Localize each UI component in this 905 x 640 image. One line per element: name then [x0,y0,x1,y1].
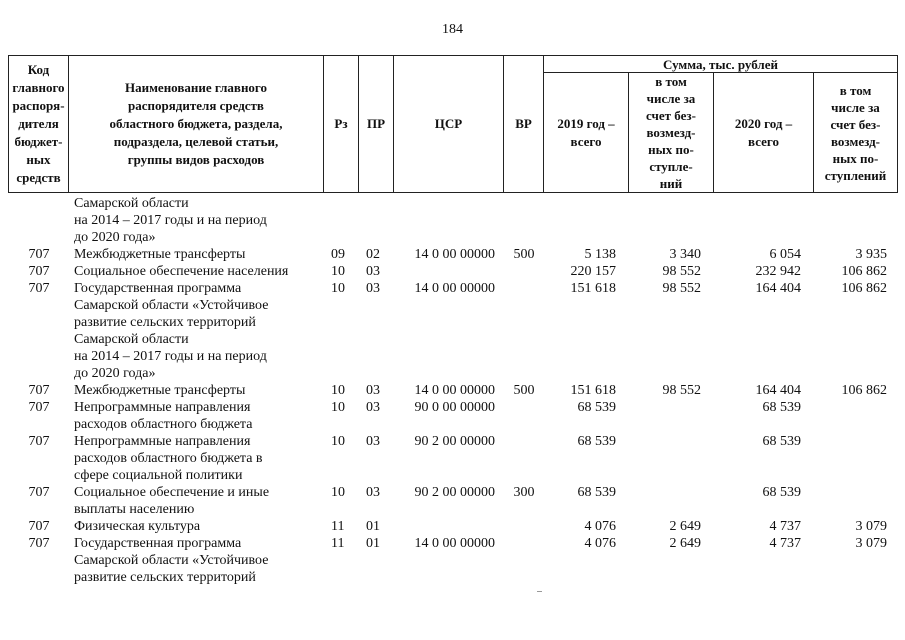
cell-rz [323,195,358,246]
cell-name-line: Самарской области «Устойчивое [74,298,269,313]
cell-pr: 02 [366,247,380,262]
cell-rz: 10 [331,264,345,279]
cell-vr [503,263,543,280]
cell-2019-total: 151 618 [570,383,616,398]
cell-name-line: Физическая культура [74,519,201,534]
cell-2019-incl: 2 649 [669,536,701,551]
header-pr: ПР [359,56,394,193]
table-row [8,280,897,382]
cell-2020-incl [813,195,897,246]
cell-2020-incl [813,399,897,433]
cell-pr: 01 [366,536,380,551]
cell-code: 707 [28,519,50,534]
cell-vr [503,399,543,433]
cell-csr: 90 2 00 00000 [414,485,495,500]
cell-rz: 10 [331,400,345,415]
header-rz: Рз [324,56,359,193]
table-row [8,195,897,246]
cell-code: 707 [28,400,50,415]
cell-name-line: сфере социальной политики [74,468,243,483]
cell-pr: 03 [366,264,380,279]
cell-name-line: развитие сельских территорий [74,570,256,585]
cell-csr: 14 0 00 00000 [414,281,495,296]
cell-name-line: расходов областного бюджета в [74,451,263,466]
cell-name-line: Непрограммные направления [74,434,251,449]
cell-name-line: Государственная программа [74,536,242,551]
cell-2019-incl: 98 552 [662,264,701,279]
cell-pr: 03 [366,434,380,449]
header-2020-total: 2020 год – всего [714,73,814,193]
cell-2019-total: 4 076 [584,519,616,534]
cell-pr: 03 [366,383,380,398]
cell-2020-total: 68 539 [762,485,801,500]
cell-2020-incl [813,433,897,484]
cell-rz: 10 [331,485,345,500]
cell-csr: 14 0 00 00000 [414,247,495,262]
cell-2019-total: 4 076 [584,536,616,551]
cell-2019-total: 68 539 [577,485,616,500]
cell-name [68,382,323,399]
table-row [8,518,897,535]
cell-pr: 01 [366,519,380,534]
table-row [8,433,897,484]
cell-code [8,195,68,246]
page-number: 184 [442,22,463,37]
cell-name-line: Межбюджетные трансферты [74,247,246,262]
cell-name [68,518,323,535]
cell-rz: 09 [331,247,345,262]
cell-2020-incl [813,484,897,518]
cell-2020-total: 68 539 [762,400,801,415]
cell-pr: 03 [366,281,380,296]
cell-2020-total [713,195,813,246]
table-row [8,484,897,518]
header-code: Код главного распоря- дителя бюджет- ных средств [9,56,69,193]
cell-name [68,433,323,484]
cell-2019-total: 220 157 [570,264,616,279]
cell-csr [393,195,503,246]
cell-rz: 10 [331,281,345,296]
cell-name-line: расходов областного бюджета [74,417,253,432]
cell-2019-incl: 3 340 [669,247,701,262]
cell-2019-total [543,195,628,246]
cell-name-line: на 2014 – 2017 годы и на период [74,349,267,364]
header-name: Наименование главного распорядителя средств областного бюджета, раздела, подраздела, целевой статьи, группы видов расходов [69,56,324,193]
header-2019-incl: в том числе за счет без- возмезд- ных по- ступле- ний [629,73,714,193]
table-row [8,246,897,263]
header-sum: Сумма, тыс. рублей [544,56,898,73]
table-row [8,263,897,280]
cell-rz: 10 [331,434,345,449]
cell-2020-incl: 106 862 [841,264,887,279]
cell-name-line: Межбюджетные трансферты [74,383,246,398]
cell-pr: 03 [366,400,380,415]
cell-code: 707 [28,434,50,449]
cell-2019-total: 5 138 [584,247,616,262]
cell-csr [393,263,503,280]
cell-name [68,246,323,263]
cell-pr [358,195,393,246]
cell-2020-incl: 3 935 [855,247,887,262]
cell-vr: 500 [513,247,535,262]
header-2019-total: 2019 год – всего [544,73,629,193]
cell-name [68,280,323,382]
scan-mark [537,591,542,592]
cell-2019-total: 68 539 [577,434,616,449]
budget-table [8,195,897,586]
cell-vr [503,433,543,484]
cell-2019-incl [628,195,713,246]
cell-rz: 10 [331,383,345,398]
cell-name [68,263,323,280]
cell-code: 707 [28,383,50,398]
cell-csr: 90 2 00 00000 [414,434,495,449]
cell-name [68,195,323,246]
cell-rz: 11 [331,536,345,551]
header-csr: ЦСР [394,56,504,193]
cell-2019-total: 68 539 [577,400,616,415]
cell-2020-total: 68 539 [762,434,801,449]
cell-vr [503,518,543,535]
cell-2020-total: 6 054 [769,247,801,262]
table-header [8,55,898,193]
cell-2020-total: 4 737 [769,519,801,534]
cell-name-line: Государственная программа [74,281,242,296]
cell-vr: 300 [513,485,535,500]
cell-code: 707 [28,485,50,500]
cell-name [68,535,323,586]
cell-vr [503,535,543,586]
cell-2019-incl [628,484,713,518]
cell-vr: 500 [513,383,535,398]
cell-2020-incl: 106 862 [841,281,887,296]
cell-name-line: Самарской области [74,196,189,211]
cell-2020-total: 164 404 [755,281,801,296]
cell-vr [503,195,543,246]
cell-vr [503,280,543,382]
cell-2020-total: 164 404 [755,383,801,398]
cell-rz: 11 [331,519,345,534]
cell-csr [393,518,503,535]
cell-name-line: до 2020 года» [74,366,156,381]
cell-2020-incl: 3 079 [855,519,887,534]
cell-2020-total: 232 942 [755,264,801,279]
table-row [8,535,897,586]
cell-code: 707 [28,264,50,279]
cell-name-line: Социальное обеспечение населения [74,264,289,279]
header-2020-incl: в том числе за счет без- возмезд- ных по- ступлений [814,73,898,193]
cell-name-line: Социальное обеспечение и иные [74,485,270,500]
cell-name-line: развитие сельских территорий [74,315,256,330]
cell-name-line: Самарской области [74,332,189,347]
cell-name-line: до 2020 года» [74,230,156,245]
cell-2019-incl: 2 649 [669,519,701,534]
cell-2019-incl [628,399,713,433]
cell-2020-total: 4 737 [769,536,801,551]
cell-code: 707 [28,281,50,296]
cell-2019-incl: 98 552 [662,383,701,398]
cell-2020-incl: 106 862 [841,383,887,398]
cell-code: 707 [28,536,50,551]
cell-name-line: Самарской области «Устойчивое [74,553,269,568]
cell-name-line: на 2014 – 2017 годы и на период [74,213,267,228]
table-row [8,399,897,433]
cell-csr: 14 0 00 00000 [414,383,495,398]
cell-code: 707 [28,247,50,262]
cell-pr: 03 [366,485,380,500]
header-vr: ВР [504,56,544,193]
cell-2019-total: 151 618 [570,281,616,296]
cell-csr: 90 0 00 00000 [414,400,495,415]
cell-2020-incl: 3 079 [855,536,887,551]
table-row [8,382,897,399]
cell-name-line: Непрограммные направления [74,400,251,415]
cell-csr: 14 0 00 00000 [414,536,495,551]
cell-name [68,399,323,433]
cell-name-line: выплаты населению [74,502,195,517]
cell-2019-incl: 98 552 [662,281,701,296]
cell-name [68,484,323,518]
cell-2019-incl [628,433,713,484]
